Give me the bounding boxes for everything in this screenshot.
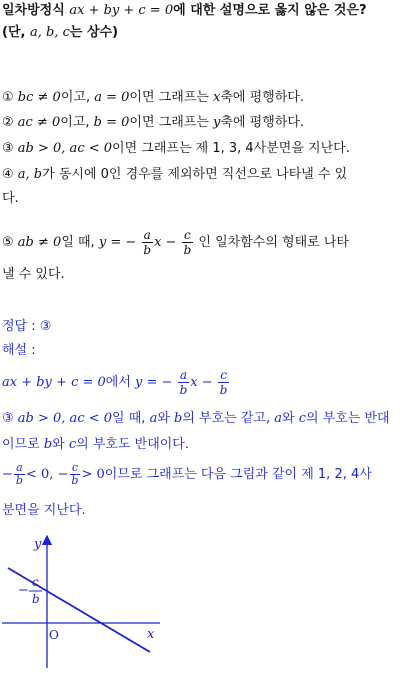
option-5-x: x −	[154, 235, 177, 250]
subtitle-prefix: (단,	[2, 25, 26, 40]
option-2-math3: y	[213, 115, 221, 130]
explanation-l3-text5: 의 부호는 반대	[306, 411, 390, 426]
explanation-l4-text3: 의 부호도 반대이다.	[76, 437, 190, 452]
option-1-math: bc ≠ 0	[17, 90, 61, 105]
option-1-number: ①	[2, 90, 14, 105]
subtitle-vars: a, b, c	[29, 25, 70, 40]
explanation-l4-text1: 이므로	[2, 437, 40, 452]
option-5-math: ab ≠ 0	[17, 235, 62, 250]
option-1-text3: 축에 평행하다.	[220, 90, 304, 105]
fraction-denominator: b	[183, 243, 192, 257]
explanation-l3-b: b	[174, 411, 183, 426]
intercept-neg: −	[18, 583, 29, 598]
option-2[interactable]	[2, 114, 304, 132]
option-4-math: a, b	[17, 167, 43, 182]
option-2-text2: 이면 그래프는	[129, 115, 209, 130]
explanation-l3-a2: a	[274, 411, 283, 426]
option-2-math: ac ≠ 0	[17, 115, 61, 130]
x-axis-label: x	[147, 627, 155, 642]
intercept-num: c	[32, 575, 39, 589]
option-1-math3: x	[213, 90, 221, 105]
function-line	[8, 568, 150, 652]
option-5-number: ⑤	[2, 235, 14, 250]
option-2-text: 이고,	[60, 115, 90, 130]
explanation-l3-text1: 일 때,	[112, 411, 146, 426]
option-3[interactable]	[2, 140, 350, 158]
option-1-math2: a = 0	[94, 90, 130, 105]
explanation-l5-fraction-c-b	[69, 462, 80, 487]
explanation-l3-math: ab > 0, ac < 0	[17, 411, 113, 426]
option-3-text: 이면 그래프는 제 1, 3, 4사분면을 지난다.	[112, 141, 350, 156]
explanation-l3-a: a	[149, 411, 158, 426]
subtitle-suffix: 는 상수)	[69, 25, 119, 40]
option-2-math2: b = 0	[93, 115, 130, 130]
y-axis-label: y	[34, 537, 42, 552]
option-5[interactable]	[2, 228, 349, 258]
option-4-number: ④	[2, 167, 14, 182]
explanation-x-minus: x −	[190, 375, 213, 390]
explanation-eq-mid: 에서	[105, 375, 131, 390]
explanation-l3-text3: 의 부호는 같고,	[182, 411, 271, 426]
fraction-numerator: c	[220, 368, 227, 382]
fraction-denominator: b	[71, 474, 79, 487]
explanation-line-3	[2, 410, 390, 428]
explanation-l4-b: b	[43, 437, 53, 452]
answer-graph	[0, 528, 160, 668]
fraction-denominator: b	[179, 383, 188, 397]
origin-label: O	[49, 628, 59, 642]
explanation-label	[2, 342, 36, 360]
option-4-text: 가 동시에 0인 경우를 제외하면 직선으로 나타낼 수 있	[42, 167, 348, 182]
explanation-line-6	[2, 502, 86, 520]
option-5-text: 일 때,	[61, 235, 95, 250]
fraction-numerator: a	[143, 228, 151, 242]
fraction-numerator: c	[184, 228, 191, 242]
explanation-l5-neg: −	[2, 467, 13, 482]
option-4[interactable]	[2, 166, 347, 184]
explanation-line-4	[2, 436, 189, 454]
explanation-l6-text1: 분면을 지난다.	[2, 503, 86, 518]
question-subtitle	[2, 24, 118, 42]
option-3-number: ③	[2, 141, 14, 156]
option-4-continued	[2, 190, 19, 208]
option-2-text3: 축에 평행하다.	[220, 115, 305, 130]
answer-label	[2, 318, 51, 336]
fraction-denominator: b	[143, 243, 152, 257]
option-5-text3: 낼 수 있다.	[2, 267, 65, 282]
option-1[interactable]	[2, 89, 304, 107]
explanation-l4-c: c	[68, 437, 77, 452]
option-1-text: 이고,	[60, 90, 91, 105]
fraction-numerator: a	[16, 461, 23, 474]
option-5-fraction-c-b	[182, 228, 194, 257]
fraction-denominator: b	[15, 474, 23, 487]
explanation-l3-c: c	[298, 411, 306, 426]
explanation-text: 해설 :	[2, 343, 36, 358]
explanation-l3-text2: 와	[157, 411, 170, 426]
explanation-l5-fraction-a-b	[14, 462, 25, 487]
explanation-l5-text1: 이므로 그래프는 다음 그림과 같이 제 1, 2, 4사	[104, 467, 372, 482]
option-5-eq: y = −	[98, 235, 137, 250]
explanation-eq-lhs: ax + by + c = 0	[2, 375, 106, 390]
intercept-den: b	[32, 592, 40, 606]
question-title-prefix: 일차방정식	[2, 3, 65, 18]
fraction-denominator: b	[219, 383, 228, 397]
option-5-continued	[2, 266, 65, 284]
explanation-equation	[2, 368, 230, 398]
explanation-fraction-a-b	[178, 368, 190, 397]
question-title	[2, 2, 367, 20]
fraction-numerator: c	[71, 461, 79, 474]
explanation-l5-ineq1: < 0, −	[25, 467, 69, 482]
explanation-eq-y: y = −	[135, 375, 173, 390]
question-title-suffix: 에 대한 설명으로 옳지 않은 것은?	[173, 3, 367, 18]
fraction-numerator: a	[179, 368, 188, 382]
explanation-l3-number: ③	[2, 411, 14, 426]
explanation-l4-text2: 와	[52, 437, 65, 452]
explanation-fraction-c-b	[218, 368, 230, 397]
option-3-math: ab > 0, ac < 0	[17, 141, 113, 156]
explanation-l5-ineq2: > 0	[81, 467, 105, 482]
option-5-fraction-a-b	[141, 228, 153, 257]
answer-text: 정답 : ③	[2, 319, 52, 334]
explanation-l3-text4: 와	[282, 411, 295, 426]
explanation-line-5	[2, 460, 372, 490]
question-title-equation: ax + by + c = 0	[69, 3, 174, 18]
option-5-text2: 인 일차함수의 형태로 나타	[198, 235, 349, 250]
option-4-text2: 다.	[2, 191, 19, 206]
option-2-number: ②	[2, 115, 14, 130]
option-1-text2: 이면 그래프는	[129, 90, 209, 105]
